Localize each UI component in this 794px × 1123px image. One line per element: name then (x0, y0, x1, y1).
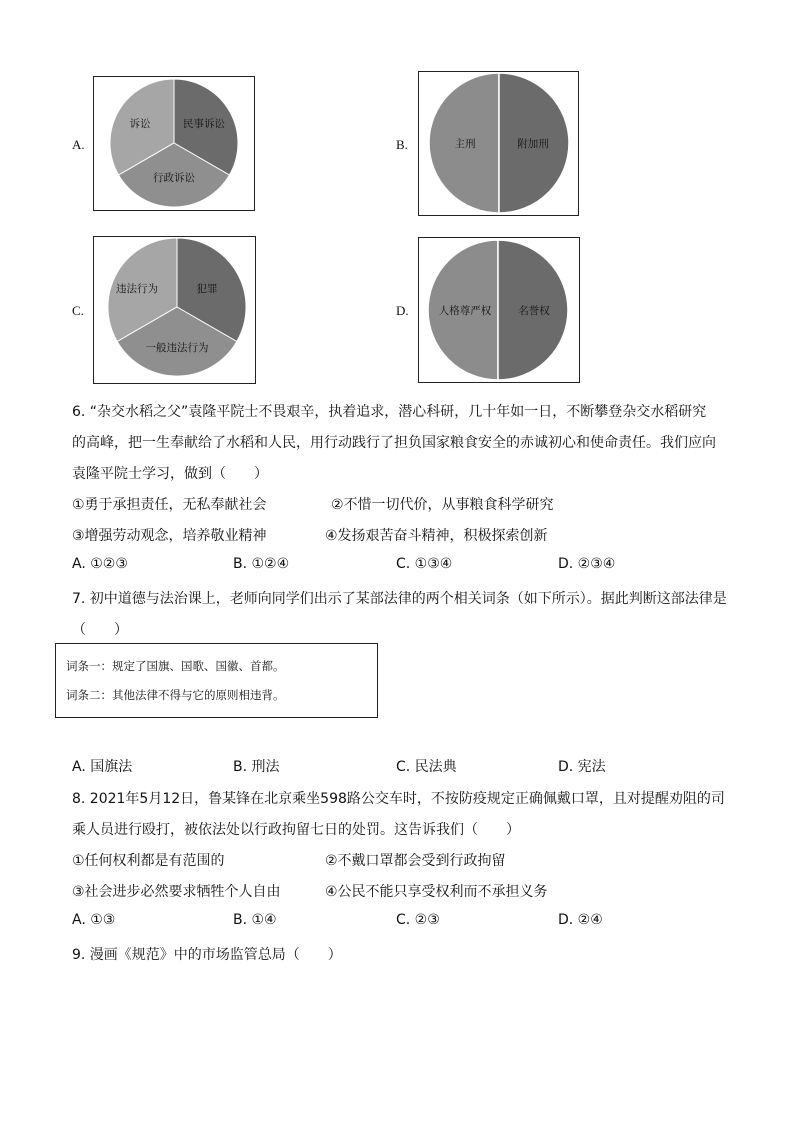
q7-stem-line-2: （ ） (72, 622, 128, 638)
q6-stem-line-2: 的高峰，把一生奉献给了水稻和人民，用行动践行了担负国家粮食安全的赤诚初心和使命责任。我们应向 (72, 435, 716, 451)
chart-a-frame (93, 76, 255, 211)
q8-answer-d: D. ②④ (558, 912, 603, 928)
option-c-letter: C. (72, 303, 84, 318)
q8-answer-a: A. ①③ (72, 912, 116, 928)
q7-entries-box (55, 643, 378, 718)
q7-answer-c: C. 民法典 (396, 759, 457, 775)
q8-statement-1: ①任何权利都是有范围的 (72, 853, 225, 869)
option-b-letter: B. (396, 137, 408, 152)
pie-a-label-1: 诉讼 (129, 118, 151, 130)
q7-answer-a: A. 国旗法 (72, 759, 133, 775)
pie-c-label-1: 违法行为 (116, 283, 158, 295)
q6-answer-a: A. ①②③ (72, 556, 128, 572)
pie-a-label-2: 民事诉讼 (183, 118, 225, 130)
pie-c-label-3: 一般违法行为 (145, 342, 209, 354)
pie-chart-c (94, 237, 255, 383)
chart-d-frame (418, 237, 580, 383)
q7-entry-1: 词条一：规定了国旗、国歌、国徽、首都。 (66, 659, 285, 673)
q8-statement-4: ④公民不能只享受权利而不承担义务 (325, 884, 548, 900)
option-d-letter: D. (396, 303, 409, 318)
q7-entry-2: 词条二：其他法律不得与它的原则相违背。 (66, 688, 285, 702)
q8-statement-2: ②不戴口罩都会受到行政拘留 (325, 853, 506, 869)
pie-a-label-3: 行政诉讼 (153, 172, 195, 184)
q8-answer-b: B. ①④ (233, 912, 277, 928)
pie-b-label-2: 附加刑 (517, 138, 549, 150)
q6-stem-line-1: 6. “杂交水稻之父”袁隆平院士不畏艰辛，执着追求，潜心科研，几十年如一日，不断攀登杂交水稻研究 (72, 404, 707, 420)
pie-d-label-2: 名誉权 (518, 305, 550, 317)
pie-d-label-1: 人格尊严权 (438, 305, 492, 317)
q9-stem-line-1: 9. 漫画《规范》中的市场监管总局（ ） (72, 947, 342, 963)
q7-answer-b: B. 刑法 (233, 759, 280, 775)
pie-c-label-2: 犯罪 (196, 283, 218, 295)
q6-statement-4: ④发扬艰苦奋斗精神，积极探索创新 (325, 528, 548, 544)
q8-stem-line-1: 8. 2021年5月12日，鲁某锋在北京乘坐598路公交车时，不按防疫规定正确佩戴口罩，且对提醒劝阻的司 (72, 791, 725, 807)
q6-stem-line-3: 袁隆平院士学习，做到（ ） (72, 466, 268, 482)
q6-answer-d: D. ②③④ (558, 556, 616, 572)
q7-stem-line-1: 7. 初中道德与法治课上，老师向同学们出示了某部法律的两个相关词条（如下所示）。据此判断这部法律是 (72, 591, 727, 607)
q8-statement-3: ③社会进步必然要求牺牲个人自由 (72, 884, 281, 900)
chart-b-frame (418, 71, 579, 216)
pie-b-label-1: 主刑 (454, 138, 476, 150)
q7-answer-d: D. 宪法 (558, 759, 606, 775)
q8-answer-c: C. ②③ (396, 912, 440, 928)
q6-statement-2: ②不惜一切代价，从事粮食科学研究 (331, 497, 554, 513)
pie-chart-d (419, 238, 579, 382)
q6-answer-c: C. ①③④ (396, 556, 453, 572)
pie-chart-b (419, 72, 578, 215)
q6-statement-1: ①勇于承担责任，无私奉献社会 (72, 497, 267, 513)
chart-c-frame (93, 236, 256, 384)
q8-stem-line-2: 乘人员进行殴打，被依法处以行政拘留七日的处罚。这告诉我们（ ） (72, 822, 520, 838)
pie-chart-a (94, 77, 254, 210)
q6-statement-3: ③增强劳动观念，培养敬业精神 (72, 528, 267, 544)
option-a-letter: A. (72, 137, 85, 152)
q6-answer-b: B. ①②④ (233, 556, 290, 572)
